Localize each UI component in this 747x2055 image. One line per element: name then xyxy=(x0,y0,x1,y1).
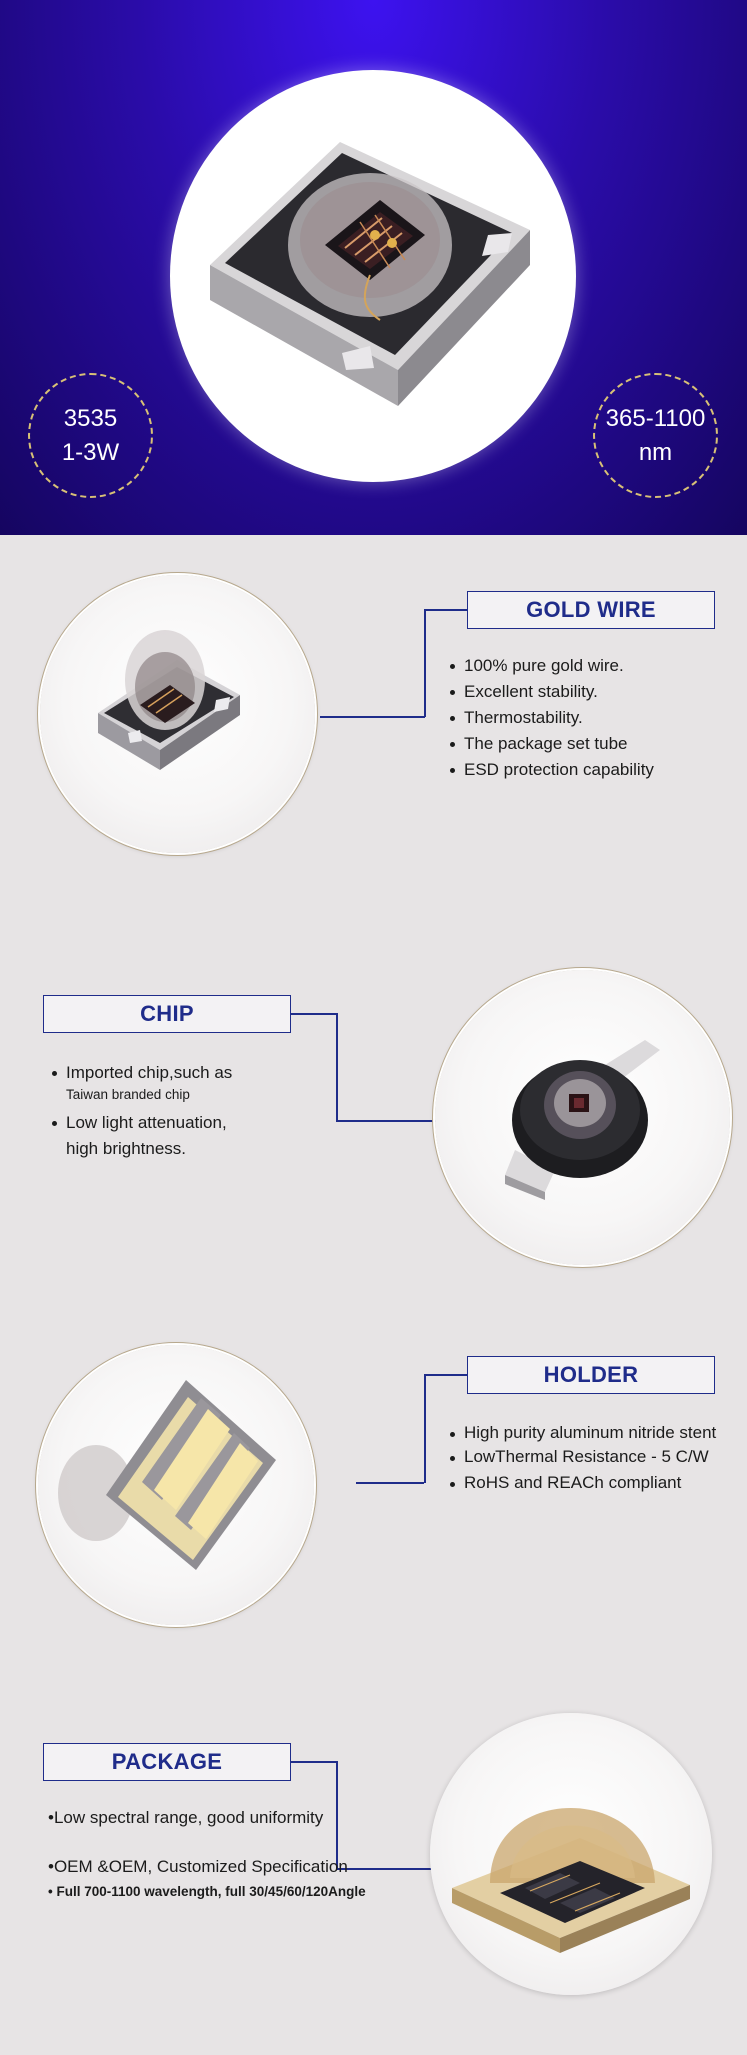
spec-wavelength-unit: nm xyxy=(638,438,673,466)
connector-line xyxy=(320,716,425,718)
spec-power: 1-3W xyxy=(61,438,120,466)
feature-subtext: high brightness. xyxy=(66,1139,187,1158)
feature-item: LowThermal Resistance - 5 C/W xyxy=(448,1445,716,1469)
spec-wavelength: 365-1100 xyxy=(605,404,706,432)
package-feature: •OEM &OEM, Customized Specification xyxy=(48,1857,348,1876)
holder-image-circle xyxy=(38,1345,314,1625)
connector-line xyxy=(424,1374,468,1376)
connector-line xyxy=(336,1013,338,1121)
spec-size: 3535 xyxy=(63,404,118,432)
connector-line xyxy=(336,1868,431,1870)
package-feature: •Low spectral range, good uniformity xyxy=(48,1808,324,1827)
gold-wire-title: GOLD WIRE xyxy=(467,591,715,629)
led-package-dome-image xyxy=(430,1713,712,1995)
package-image-circle xyxy=(430,1713,712,1995)
feature-subtext: Taiwan branded chip xyxy=(66,1087,190,1102)
feature-text: Imported chip,such as xyxy=(66,1063,233,1082)
feature-item: High purity aluminum nitride stent xyxy=(448,1421,716,1445)
gold-wire-features xyxy=(448,653,654,783)
package-feature: • Full 700-1100 wavelength, full 30/45/60/120Angle xyxy=(48,1884,366,1899)
feature-item: Excellent stability. xyxy=(448,679,654,705)
led-holder-image xyxy=(38,1345,314,1625)
holder-features xyxy=(448,1421,716,1495)
spec-badge-wavelength xyxy=(593,373,718,498)
hero-product-circle xyxy=(170,70,576,482)
chip-title: CHIP xyxy=(43,995,291,1033)
chip-image-circle xyxy=(435,970,730,1265)
feature-item xyxy=(50,1110,232,1162)
connector-line xyxy=(356,1482,424,1484)
led-3535-image xyxy=(170,70,576,482)
feature-item: The package set tube xyxy=(448,731,654,757)
feature-text: Low light attenuation, xyxy=(66,1113,227,1132)
connector-line xyxy=(336,1761,338,1869)
hero-banner xyxy=(0,0,747,535)
gold-wire-image-circle xyxy=(40,575,315,853)
connector-line xyxy=(291,1761,337,1763)
connector-line xyxy=(424,609,468,611)
feature-item: RoHS and REACh compliant xyxy=(448,1471,716,1495)
connector-line xyxy=(336,1120,436,1122)
connector-line xyxy=(291,1013,337,1015)
holder-title: HOLDER xyxy=(467,1356,715,1394)
chip-features xyxy=(50,1060,232,1162)
spec-badge-size-power xyxy=(28,373,153,498)
feature-item xyxy=(50,1060,232,1104)
feature-item: ESD protection capability xyxy=(448,757,654,783)
feature-item: 100% pure gold wire. xyxy=(448,653,654,679)
package-title: PACKAGE xyxy=(43,1743,291,1781)
connector-line xyxy=(424,609,426,717)
connector-line xyxy=(424,1374,426,1483)
led-highpower-chip-image xyxy=(435,970,730,1265)
feature-item: Thermostability. xyxy=(448,705,654,731)
led-gold-wire-image xyxy=(40,575,315,853)
